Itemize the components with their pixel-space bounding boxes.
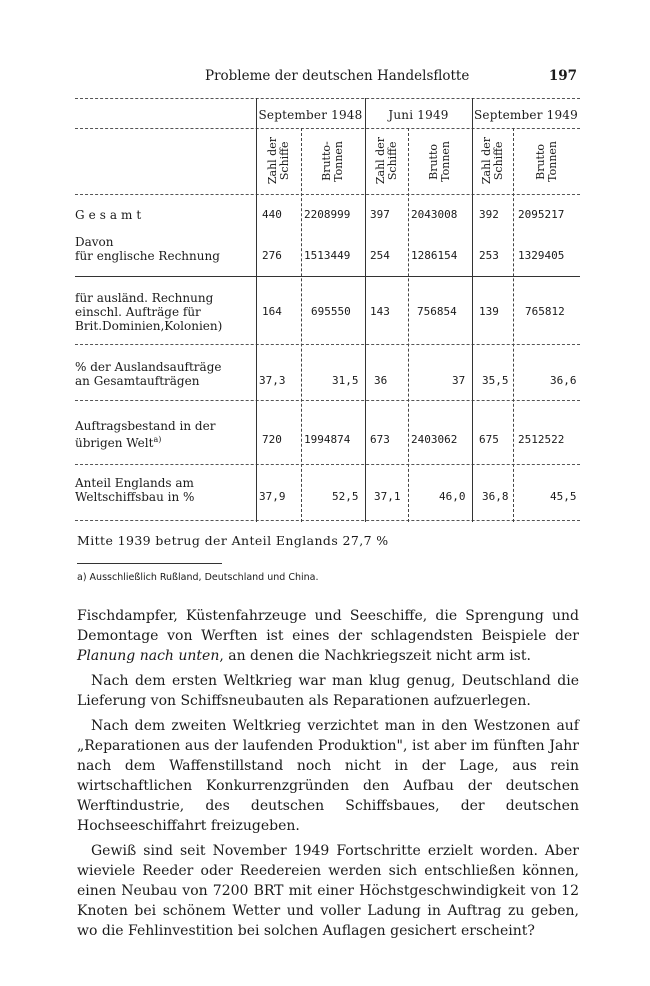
table-cell: 1329405 bbox=[518, 249, 565, 262]
table-top-rule bbox=[75, 98, 580, 99]
row-label-auslaendisch: für ausländ. Rechnung einschl. Aufträge für Brit.Dominien,Kolonien) bbox=[75, 291, 223, 333]
table-cell: 673 bbox=[370, 433, 390, 446]
table-cell: 36,6 bbox=[550, 374, 577, 387]
row-label-anteil-england: Anteil Englands am Weltschiffsbau in % bbox=[75, 476, 195, 504]
group-head-rule bbox=[75, 128, 580, 129]
shipbuilding-table bbox=[75, 98, 580, 528]
table-cell: 2095217 bbox=[518, 208, 565, 221]
body-text bbox=[77, 606, 579, 946]
table-cell: 46,0 bbox=[439, 490, 466, 503]
running-title: Probleme der deutschen Handelsflotte bbox=[205, 68, 470, 84]
table-footnote: a) Ausschließlich Rußland, Deutschland und China. bbox=[77, 572, 319, 583]
table-cell: 36 bbox=[374, 374, 388, 387]
table-cell: 440 bbox=[262, 208, 282, 221]
col-head: Zahl der Schiffe bbox=[373, 137, 399, 185]
table-cell: 392 bbox=[479, 208, 499, 221]
table-cell: 2403062 bbox=[411, 433, 458, 446]
table-cell: 765812 bbox=[525, 305, 565, 318]
table-note: Mitte 1939 betrug der Anteil Englands 27,7 % bbox=[77, 533, 389, 548]
table-cell: 31,5 bbox=[332, 374, 359, 387]
table-cell: 35,5 bbox=[482, 374, 509, 387]
page-header bbox=[0, 68, 650, 88]
footnote-rule bbox=[77, 563, 222, 564]
table-cell: 2043008 bbox=[411, 208, 458, 221]
table-cell: 1513449 bbox=[304, 249, 351, 262]
table-cell: 1994874 bbox=[304, 433, 351, 446]
table-cell: 52,5 bbox=[332, 490, 359, 503]
paragraph: Nach dem ersten Weltkrieg war man klug genug, Deutschland die Lieferung von Schiffsneubauten als Reparationen aufzuerlegen. bbox=[77, 673, 579, 709]
group-head: September 1948 bbox=[258, 108, 363, 122]
row-label-gesamt: Gesamt bbox=[75, 208, 146, 222]
row-label-englisch: Davon für englische Rechnung bbox=[75, 235, 220, 263]
table-cell: 675 bbox=[479, 433, 499, 446]
row-label-uebrige-welt: Auftragsbestand in der übrigen Welt$^{a)}$ bbox=[75, 419, 216, 450]
page-number: 197 bbox=[548, 68, 577, 84]
table-cell: 37,3 bbox=[259, 374, 286, 387]
table-cell: 695550 bbox=[311, 305, 351, 318]
group-head: September 1949 bbox=[474, 108, 578, 122]
table-cell: 45,5 bbox=[550, 490, 577, 503]
table-cell: 37,1 bbox=[374, 490, 401, 503]
col-head: Brutto Tonnen bbox=[427, 140, 452, 182]
table-cell: 37,9 bbox=[259, 490, 286, 503]
table-cell: 756854 bbox=[417, 305, 457, 318]
table-cell: 143 bbox=[370, 305, 390, 318]
row-rule bbox=[75, 400, 580, 401]
row-rule bbox=[75, 464, 580, 465]
col-head-rule bbox=[75, 194, 580, 195]
emphasis: Planung nach unten bbox=[77, 648, 220, 664]
paragraph: Gewiß sind seit November 1949 Fortschritte erzielt worden. Aber wieviele Reeder oder Reedereien werden sich entschließen können, einen Neubau von 7200 BRT mit einer Höchstgeschwindigkeit von 12 Knoten bei schönem Wetter und voller Ladung in Auftrag zu geben, wo die Fehlinvestition bei solchen Auflagen gesichert erscheint? bbox=[77, 843, 579, 939]
table-cell: 254 bbox=[370, 249, 390, 262]
table-cell: 1286154 bbox=[411, 249, 458, 262]
col-head: Zahl der Schiffe bbox=[265, 137, 291, 185]
table-cell: 164 bbox=[262, 305, 282, 318]
paragraph: Nach dem zweiten Weltkrieg verzichtet man in den Westzonen auf „Reparationen aus der laufenden Produktion", ist aber im fünften Jahr nach dem Waffenstillstand noch nicht in der Lage, aus rein wirtschaftlichen Konkurrenzgründen den Aufbau der deutschen Werftindustrie, des deutschen Schiffsbaues, der deutschen Hochseeschiffahrt freizugeben. bbox=[77, 718, 579, 834]
row-rule bbox=[75, 344, 580, 345]
table-bottom-rule bbox=[75, 520, 580, 521]
table-cell: 253 bbox=[479, 249, 499, 262]
row-label-anteil-ausland: % der Auslandsaufträge an Gesamtaufträgen bbox=[75, 360, 222, 388]
table-cell: 397 bbox=[370, 208, 390, 221]
table-cell: 720 bbox=[262, 433, 282, 446]
paragraph: Fischdampfer, Küstenfahrzeuge und Seeschiffe, die Sprengung und Demontage von Werften ist eines der schlagendsten Beispiele der Planung nach unten, an denen die Nachkriegszeit nicht arm ist. bbox=[77, 608, 579, 664]
group-head: Juni 1949 bbox=[388, 108, 449, 122]
col-head: Brutto- Tonnen bbox=[320, 140, 345, 182]
table-cell: 2512522 bbox=[518, 433, 565, 446]
table-cell: 37 bbox=[452, 374, 466, 387]
table-cell: 2208999 bbox=[304, 208, 351, 221]
table-cell: 139 bbox=[479, 305, 499, 318]
col-head: Zahl der Schiffe bbox=[479, 137, 505, 185]
row-rule bbox=[75, 276, 580, 277]
col-head: Brutto Tonnen bbox=[533, 140, 559, 182]
table-cell: 276 bbox=[262, 249, 282, 262]
table-cell: 36,8 bbox=[482, 490, 509, 503]
